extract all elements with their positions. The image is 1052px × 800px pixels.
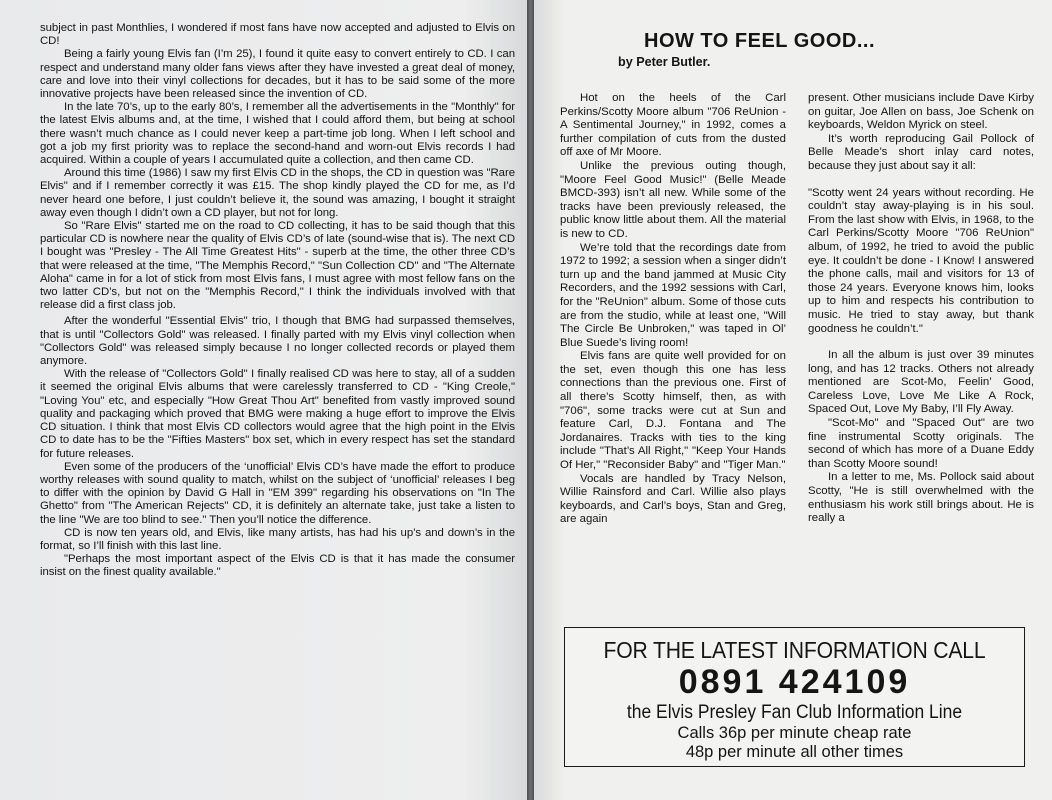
left-paragraph: After the wonderful "Essential Elvis" trio, I though that BMG had surpassed themselves, that is until "Collectors Gold" was released. I finally parted with my Elvis vinyl collection when "Collectors Gold" was released simply because I no longer collected records or played them anymore. (40, 315, 515, 368)
article-column-1 (560, 92, 786, 622)
article-paragraph: Unlike the previous outing though, "Moore Feel Good Music!" (Belle Meade BMCD-393) isn’t all new. While some of the tracks have been previously released, the public know little about them. All the material is new to CD. (560, 159, 786, 240)
article-column-2 (808, 92, 1034, 622)
article-paragraph: Vocals are handled by Tracy Nelson, Willie Rainsford and Carl. Willie also plays keyboards, and Carl’s boys, Stan and Greg, are again (560, 472, 786, 526)
advert-standard-rate: 48p per minute all other times (685, 743, 904, 761)
article-paragraph: We’re told that the recordings date from 1972 to 1992; a session when a singer didn’t turn up and the band jammed at Music City Recorders, and the 1992 sessions with Carl, for the "ReUnion" album. Some of those cuts are from the studio, while at least one, "Will The Circle Be Unbroken," was taped in Ol’ Blue Suede’s living room! (560, 241, 786, 349)
article-paragraph: Elvis fans are quite well provided for on the set, even though this one has less connections than the previous one. First of all there’s Scotty himself, then, as with "706", some tracks were cut at Sun and feature Carl, D.J. Fontana and The Jordanaires. Tracks with ties to the king include "That’s All Right," "Keep Your Hands Of Her," "Reconsider Baby" and "Tiger Man." (560, 350, 786, 472)
right-page (534, 0, 1052, 800)
left-paragraph: "Perhaps the most important aspect of the Elvis CD is that it has made the consumer insist on the finest quality available." (40, 553, 515, 579)
article-paragraph: Hot on the heels of the Carl Perkins/Scotty Moore album "706 ReUnion - A Sentimental Journey," in 1992, comes a further compilation of cuts from the dusted off axe of Mr Moore. (560, 92, 786, 159)
article-columns (560, 92, 1034, 622)
article-paragraph: In all the album is just over 39 minutes long, and has 12 tracks. Others not already mentioned are Scot-Mo, Feelin’ Good, Careless Love, Love Me Like A Rock, Spaced Out, Love My Baby, I’ll Fly Away. (808, 349, 1034, 416)
left-paragraph: CD is now ten years old, and Elvis, like many artists, has had his up’s and down’s in the format, so I’ll finish with this last line. (40, 526, 515, 552)
advert-headline: FOR THE LATEST INFORMATION CALL (603, 637, 986, 663)
left-page-text (40, 22, 515, 580)
article-paragraph: In a letter to me, Ms. Pollock said about Scotty, "He is still overwhelmed with the enthusiasm his work still brings about. He is really a (808, 471, 1034, 525)
left-paragraph: subject in past Monthlies, I wondered if most fans have now accepted and adjusted to Elvis on CD! (40, 22, 515, 48)
advert-cheap-rate: Calls 36p per minute cheap rate (677, 724, 912, 742)
article-paragraph: "Scot-Mo" and "Spaced Out" are two fine instrumental Scotty originals. The second of which has more of a Duane Eddy than Scotty Moore sound! (808, 417, 1034, 470)
left-paragraph: With the release of "Collectors Gold" I finally realised CD was here to stay, all of a sudden it seemed the original Elvis albums that were carelessly transferred to CD - "King Creole," "Loving You" etc, and especially "How Great Thou Art" benefited from vastly improved sound quality and packaging which proved that BMG were making a huge effort to improve the Elvis CD situation. I think that most Elvis CD collectors would agree that the high point in the Elvis CD to date has to be the "Fifties Masters" box set, which in every respect has set the standard for future releases. (40, 368, 515, 460)
page-gutter (527, 0, 534, 800)
left-paragraph: Around this time (1986) I saw my first Elvis CD in the shops, the CD in question was "Rare Elvis" and if I remember correctly it was £15. The shop kindly played the CD for me, as I’d never heard one before, I just couldn’t believe it, the sound was amazing, I bought it straight away even though I didn’t own a CD player, but not for long. (40, 167, 515, 219)
info-line-advert (564, 627, 1025, 767)
article-byline: by Peter Butler. (618, 55, 711, 69)
article-paragraph: It’s worth reproducing Gail Pollock of Belle Meade’s short inlay card notes, because they just about say it all: (808, 132, 1034, 172)
left-paragraph: In the late 70’s, up to the early 80’s, I remember all the advertisements in the "Monthly" for the latest Elvis albums and, at the time, I wished that I could afford them, but being at school there wasn’t much chance as I could never keep a part-time job long. When I left school and got a job my first priority was to replace the second-hand and worn-out Elvis records I had acquired. Within a couple of years I accumulated quite a collection, and then came CD. (40, 101, 515, 167)
article-quote: "Scotty went 24 years without recording. He couldn’t stay away-playing is in his soul. From the last show with Elvis, in 1968, to the Carl Perkins/Scotty Moore "706 ReUnion" album, of 1992, he tried to avoid the public eye. It couldn’t be done - I Know! I answered the phone calls, mail and visitors for 13 of those 24 years. Everyone knows him, looks up to him and respects his contribution to music. He tried to stay away, but thank goodness he couldn’t." (808, 186, 1034, 335)
left-paragraph: So "Rare Elvis" started me on the road to CD collecting, it has to be said though that this particular CD is nowhere near the quality of Elvis CD’s of late (sound-wise that is). The next CD I bought was "Presley - The All Time Greatest Hits" - superb at the time, the other three CD’s that were released at the time, "The Memphis Record," "Sun Collection CD" and "The Alternate Aloha" came in for a lot of stick from most Elvis fans, I must agree with most fellow fans on the two latter CD’s, but not on the "Memphis Record," I think the individuals involved with that release did a first class job. (40, 220, 515, 312)
article-paragraph: present. Other musicians include Dave Kirby on guitar, Joe Allen on bass, Joe Schenk on keyboards, Weldon Myrick on steel. (808, 92, 1034, 132)
left-paragraph: Being a fairly young Elvis fan (I’m 25), I found it quite easy to convert entirely to CD. I can respect and understand many older fans views after they have invested a great deal of money, care and love into their vinyl collections for decades, but it has to be said some of the more innovative projects have been released since the invention of CD. (40, 48, 515, 101)
left-paragraph: Even some of the producers of the ‘unofficial’ Elvis CD’s have made the effort to produce worthy releases with sound quality to match, whilst on the subject of ‘unofficial’ releases I beg to differ with the opinion by David G Hall in "EM 399" regarding his observations on "In The Ghetto" from "The American Rejects" CD, it is definitely an alternate take, just take a listen to the line "We are too blind to see." Then you’ll notice the difference. (40, 460, 515, 526)
advert-phone-number: 0891 424109 (678, 663, 911, 701)
article-title: HOW TO FEEL GOOD... (644, 30, 875, 52)
advert-service-name: the Elvis Presley Fan Club Information Line (626, 702, 963, 723)
